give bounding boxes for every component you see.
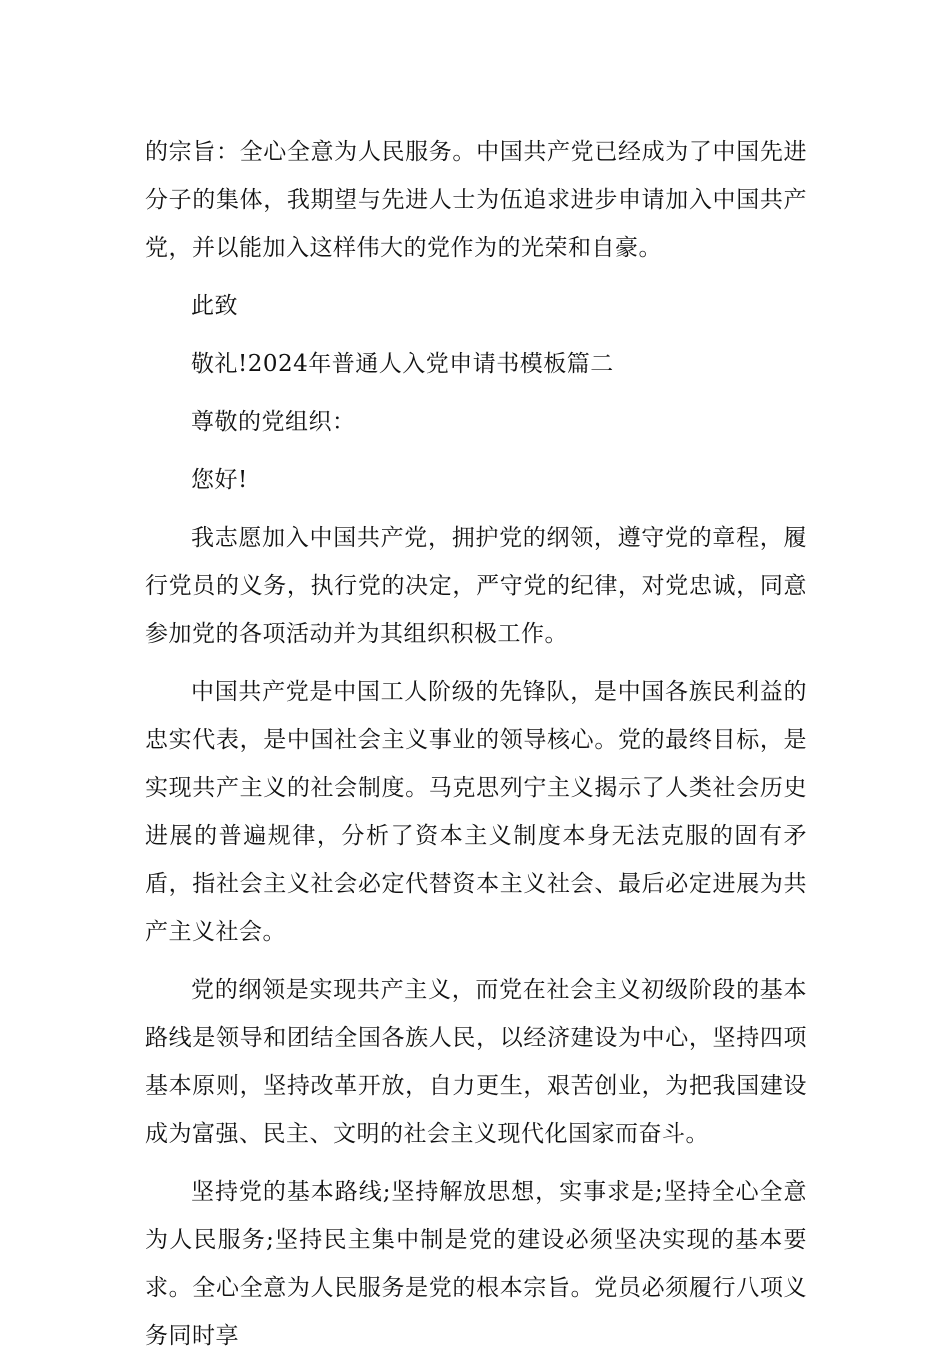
document-body: [145, 128, 807, 1370]
paragraph-party-program: 党的纲领是实现共产主义，而党在社会主义初级阶段的基本路线是领导和团结全国各族人民，以经济建设为中心，坚持四项基本原则，坚持改革开放，自力更生，艰苦创业，为把我国建设成为富强、民主、文明的社会主义现代化国家而奋斗。: [145, 977, 807, 1147]
paragraph-1: 的宗旨：全心全意为人民服务。中国共产党已经成为了中国先进分子的集体，我期望与先进人士为伍追求进步申请加入中国共产党，并以能加入这样伟大的党作为的光荣和自豪。: [145, 139, 807, 261]
paragraph-closing-title: 敬礼!2024年普通人入党申请书模板篇二: [191, 351, 614, 377]
paragraph-closing-salutation: 此致: [191, 293, 238, 319]
paragraph-party-nature: 中国共产党是中国工人阶级的先锋队，是中国各族民利益的忠实代表，是中国社会主义事业的领导核心。党的最终目标，是实现共产主义的社会制度。马克思列宁主义揭示了人类社会历史进展的普遍规律，分析了资本主义制度本身无法克服的固有矛盾，指社会主义社会必定代替资本主义社会、最后必定进展为共产主义社会。: [145, 679, 807, 945]
paragraph-greeting: 尊敬的党组织：: [191, 409, 356, 435]
paragraph-basic-line: 坚持党的基本路线;坚持解放思想，实事求是;坚持全心全意为人民服务;坚持民主集中制是党的建设必须坚决实现的基本要求。全心全意为人民服务是党的根本宗旨。党员必须履行八项义务同时享: [145, 1179, 807, 1349]
paragraph-pledge: 我志愿加入中国共产党，拥护党的纲领，遵守党的章程，履行党员的义务，执行党的决定，严守党的纪律，对党忠诚，同意参加党的各项活动并为其组织积极工作。: [145, 525, 807, 647]
paragraph-hello: 您好!: [191, 467, 248, 493]
